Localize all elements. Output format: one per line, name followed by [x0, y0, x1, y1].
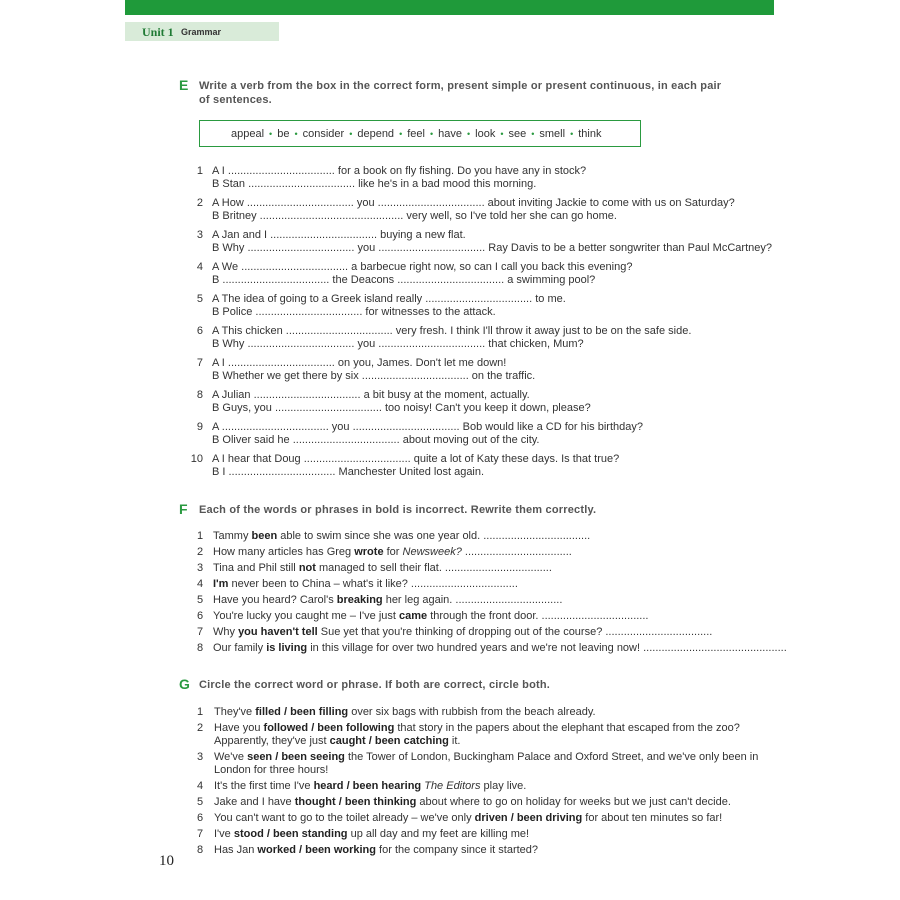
- item-number: 4: [197, 780, 204, 792]
- item-text: play live.: [480, 780, 527, 792]
- item-bold-text: wrote: [354, 546, 384, 558]
- item-text: You're lucky you caught me – I've just: [213, 610, 400, 622]
- word-separator-dot: •: [349, 128, 353, 139]
- word-box-word: be: [277, 127, 290, 140]
- item-text-block: [214, 722, 740, 748]
- unit-label: Unit 1: [142, 25, 174, 39]
- item-text: about where to go on holiday for weeks but we just can't decide.: [416, 796, 731, 808]
- line-a: A I hear that Doug ................................... quite a lot of Katy these days. Is that true?: [212, 453, 620, 465]
- line-a: A This chicken ................................... very fresh. I think I'll throw it away just to be on the safe side.: [212, 325, 692, 337]
- exercise-g-instruction: Circle the correct word or phrase. If both are correct, circle both.: [199, 679, 551, 691]
- item-number: 5: [196, 293, 203, 305]
- line-a: A Julian ................................... a bit busy at the moment, actually.: [212, 389, 530, 401]
- item-text: that story in the papers about the elephant that escaped from the zoo?: [394, 722, 740, 734]
- exercise-g-letter: G: [179, 676, 190, 692]
- word-separator-dot: •: [570, 128, 574, 139]
- item-bold-text: I'm: [213, 578, 229, 590]
- item-number: 5: [197, 796, 204, 808]
- item-text: through the front door. ...................................: [427, 610, 649, 622]
- item-text: I've: [214, 828, 234, 840]
- item-bold-text: not: [298, 562, 316, 574]
- item-number: 3: [196, 229, 203, 241]
- item-bold-text: stood / been standing: [233, 828, 348, 840]
- item-number: 6: [196, 325, 203, 337]
- item-text: in this village for over two hundred years and we're not leaving now! ...............................................: [307, 642, 787, 654]
- item-italic-text: Newsweek?: [402, 546, 462, 558]
- item-number: 2: [197, 722, 204, 734]
- line-b: B Britney ............................................... very well, so I've told her she can go home.: [212, 210, 617, 222]
- item-bold-text: breaking: [336, 594, 383, 606]
- item-lines: [212, 197, 735, 223]
- item-lines: [212, 293, 566, 319]
- item-text: Apparently, they've just: [214, 735, 330, 747]
- line-b: B Oliver said he ................................... about moving out of the city.: [212, 434, 540, 446]
- item-text-block: [214, 844, 538, 857]
- item-bold-text: is living: [266, 642, 308, 654]
- word-box-word: consider: [302, 127, 345, 140]
- item-lines: [212, 421, 643, 447]
- item-number: 4: [196, 261, 203, 273]
- item-text: Have you heard? Carol's: [213, 594, 337, 606]
- line-a: A How ................................... you ................................... about inviting Jackie to come with us on Saturday?: [212, 197, 735, 209]
- item-text: You can't want to go to the toilet already – we've only: [214, 812, 475, 824]
- item-number: 1: [197, 530, 204, 542]
- item-text: it.: [448, 735, 461, 747]
- line-b: B Stan ................................... like he's in a bad mood this morning.: [212, 178, 537, 190]
- item-line: [214, 764, 758, 777]
- line-b: B Guys, you ................................... too noisy! Can't you keep it down, please?: [212, 402, 591, 414]
- item-text: Why: [213, 626, 239, 638]
- item-number: 2: [197, 546, 204, 558]
- exercise-f-instruction: Each of the words or phrases in bold is incorrect. Rewrite them correctly.: [199, 504, 597, 516]
- line-a: A I ................................... on you, James. Don't let me down!: [212, 357, 507, 369]
- item-number: 5: [197, 594, 204, 606]
- item-text: able to swim since she was one year old. ...................................: [277, 530, 591, 542]
- item-number: 10: [190, 453, 203, 465]
- item-bold-text: seen / been seeing: [247, 751, 345, 763]
- exercise-e-instruction: [199, 79, 721, 107]
- item-number: 7: [196, 357, 203, 369]
- item-text: for the company since it started?: [376, 844, 539, 856]
- item-text: How many articles has Greg: [213, 546, 355, 558]
- item-text: over six bags with rubbish from the beach already.: [348, 706, 596, 718]
- word-box-word: see: [508, 127, 527, 140]
- item-bold-text: heard / been hearing: [313, 780, 422, 792]
- item-number: 3: [197, 751, 204, 763]
- word-box-word: think: [578, 127, 602, 140]
- exercise-f-item: [197, 626, 712, 639]
- line-a: A The idea of going to a Greek island really ................................... to me.: [212, 293, 566, 305]
- item-number: 7: [197, 828, 204, 840]
- line-a: A I ................................... for a book on fly fishing. Do you have any in stock?: [212, 165, 587, 177]
- item-number: 8: [197, 642, 204, 654]
- word-separator-dot: •: [399, 128, 403, 139]
- exercise-e-instruction-line1: Write a verb from the box in the correct form, present simple or present continuous, in each pair: [199, 80, 722, 92]
- item-line: [214, 706, 596, 719]
- item-line: [214, 796, 731, 809]
- item-line: [214, 844, 538, 857]
- item-text: her leg again. ...................................: [382, 594, 563, 606]
- item-bold-text: filled / been filling: [255, 706, 349, 718]
- line-b: B ................................... the Deacons ................................... a swimming pool?: [212, 274, 596, 286]
- item-number: 6: [197, 610, 204, 622]
- item-text: for: [383, 546, 403, 558]
- line-b: B Why ................................... you ................................... that chicken, Mum?: [212, 338, 584, 350]
- line-a: A ................................... you ................................... Bob would like a CD for his birthday?: [212, 421, 643, 433]
- item-number: 1: [196, 165, 203, 177]
- page-number: 10: [159, 853, 174, 869]
- exercise-f-letter: F: [179, 501, 188, 517]
- item-number: 4: [197, 578, 204, 590]
- item-lines: [212, 325, 691, 351]
- word-separator-dot: •: [269, 128, 273, 139]
- item-number: 3: [197, 562, 204, 574]
- word-box-word: look: [475, 127, 496, 140]
- word-box-word: smell: [539, 127, 566, 140]
- item-number: 1: [197, 706, 204, 718]
- item-bold-text: came: [399, 610, 428, 622]
- line-a: A Jan and I ................................... buying a new flat.: [212, 229, 466, 241]
- item-line: [214, 735, 740, 748]
- header-bar: [125, 0, 774, 15]
- word-box-word: appeal: [231, 127, 265, 140]
- item-bold-text: caught / been catching: [329, 735, 449, 747]
- item-lines: [212, 389, 591, 415]
- word-separator-dot: •: [531, 128, 535, 139]
- item-text-block: [214, 828, 529, 841]
- exercise-f-item: [197, 546, 572, 559]
- item-text: the Tower of London, Buckingham Palace and Oxford Street, and we've only been in: [344, 751, 759, 763]
- exercise-f-item: [197, 594, 562, 607]
- item-text: London for three hours!: [214, 764, 329, 776]
- word-box-word: feel: [407, 127, 425, 140]
- item-line: [214, 780, 526, 793]
- word-separator-dot: •: [429, 128, 434, 139]
- exercise-f-item: [197, 642, 787, 655]
- exercise-f-item: [197, 578, 518, 591]
- item-number: 2: [196, 197, 203, 209]
- item-bold-text: been: [251, 530, 278, 542]
- item-bold-text: worked / been working: [257, 844, 376, 856]
- item-text: Our family: [213, 642, 267, 654]
- item-bold-text: you haven't tell: [238, 626, 318, 638]
- item-lines: [212, 165, 586, 191]
- exercise-f-item: [197, 610, 648, 623]
- item-number: 8: [196, 389, 203, 401]
- item-lines: [212, 261, 632, 287]
- item-number: 6: [197, 812, 204, 824]
- item-text-block: [214, 706, 596, 719]
- exercise-e-letter: E: [179, 77, 189, 93]
- item-lines: [212, 357, 535, 383]
- item-lines: [212, 453, 619, 479]
- item-text: Tammy: [213, 530, 252, 542]
- unit-tab: [125, 22, 279, 41]
- item-text: Have you: [214, 722, 264, 734]
- item-text: never been to China – what's it like? ...................................: [228, 578, 518, 590]
- item-bold-text: followed / been following: [263, 722, 395, 734]
- line-b: B Police ................................... for witnesses to the attack.: [212, 306, 496, 318]
- item-line: [214, 722, 740, 735]
- exercise-f-item: [197, 562, 552, 575]
- line-a: A We ................................... a barbecue right now, so can I call you back this evening?: [212, 261, 633, 273]
- item-line: [214, 751, 758, 764]
- word-box-word: have: [438, 127, 462, 140]
- word-separator-dot: •: [294, 128, 298, 139]
- item-number: 9: [196, 421, 203, 433]
- word-box-word: depend: [357, 127, 395, 140]
- item-text: Sue yet that you're thinking of dropping out of the course? ...................................: [317, 626, 713, 638]
- item-text-block: [214, 812, 722, 825]
- item-text-block: [214, 796, 731, 809]
- item-text-block: [214, 780, 526, 793]
- section-label: Grammar: [181, 27, 222, 37]
- item-text: ...................................: [461, 546, 572, 558]
- item-text: Tina and Phil still: [213, 562, 299, 574]
- line-b: B I ................................... Manchester United lost again.: [212, 466, 485, 478]
- word-separator-dot: •: [500, 128, 504, 139]
- item-text: They've: [214, 706, 256, 718]
- item-line: [214, 828, 529, 841]
- item-text: It's the first time I've: [214, 780, 314, 792]
- item-lines: [212, 229, 772, 255]
- item-text-block: [214, 751, 758, 777]
- exercise-e-instruction-line2: of sentences.: [199, 94, 272, 106]
- item-bold-text: thought / been thinking: [294, 796, 417, 808]
- item-text: Jake and I have: [214, 796, 295, 808]
- item-bold-text: driven / been driving: [474, 812, 583, 824]
- item-text: for about ten minutes so far!: [582, 812, 723, 824]
- exercise-f-item: [197, 530, 590, 543]
- item-text: We've: [214, 751, 248, 763]
- item-number: 8: [197, 844, 204, 856]
- line-b: B Whether we get there by six ................................... on the traffic.: [212, 370, 536, 382]
- item-text: Has Jan: [214, 844, 258, 856]
- line-b: B Why ................................... you ................................... Ray Davis to be a better songwriter than Paul McCartney?: [212, 242, 772, 254]
- word-separator-dot: •: [466, 128, 471, 139]
- item-text: managed to sell their flat. ...................................: [315, 562, 552, 574]
- word-box: [199, 120, 641, 147]
- item-number: 7: [197, 626, 204, 638]
- item-italic-text: The Editors: [424, 780, 481, 792]
- item-line: [214, 812, 722, 825]
- item-text: up all day and my feet are killing me!: [347, 828, 530, 840]
